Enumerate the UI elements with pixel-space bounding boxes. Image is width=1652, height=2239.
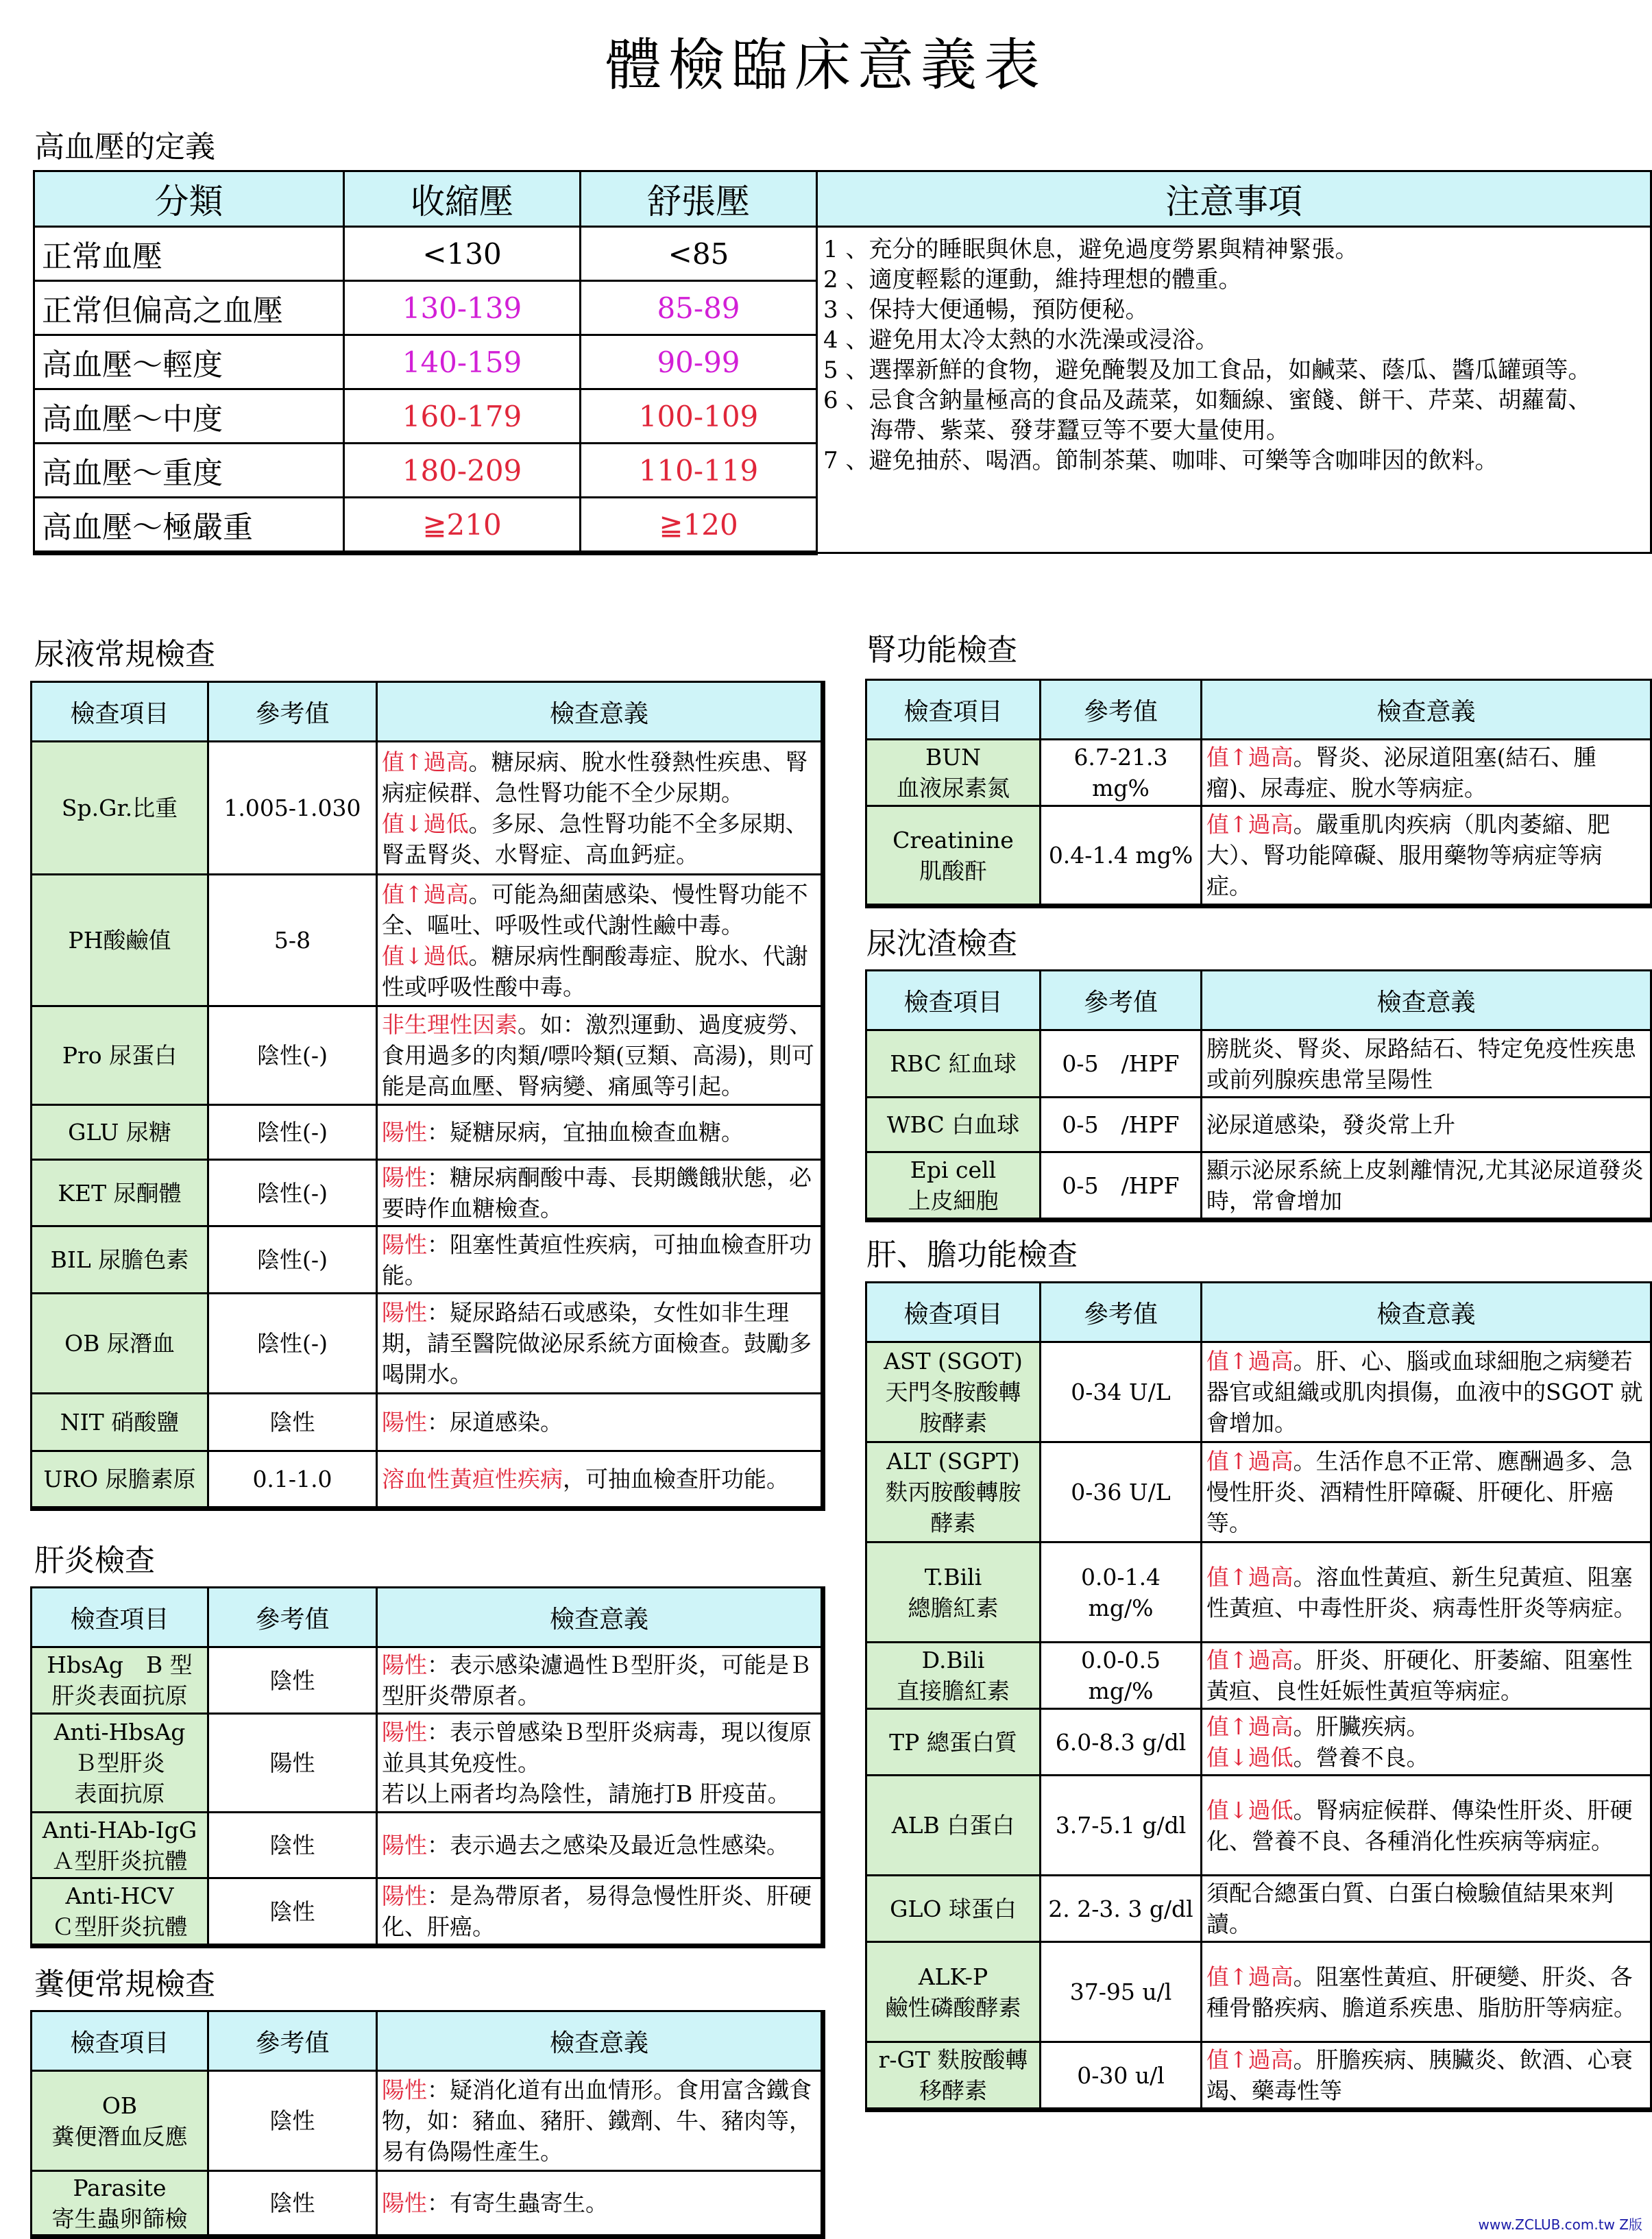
item-code: BUN: [925, 744, 981, 771]
item-code: ALT (SGPT): [886, 1448, 1020, 1475]
item-name: 移酵素: [919, 2077, 987, 2104]
bp-note: 6 、忌食含鈉量極高的食品及蔬菜，如麵線、蜜餞、餅干、芹菜、胡蘿蔔、: [823, 387, 1592, 414]
urine-item: Sp.Gr.比重: [32, 742, 208, 875]
hep-table: [30, 1586, 825, 1948]
urine-item: OB 尿潛血: [32, 1294, 208, 1394]
item-code: Anti-HbsAg: [53, 1719, 186, 1745]
item-code: Parasite: [73, 2174, 167, 2201]
item-name: Ａ型肝炎抗體: [51, 1847, 188, 1874]
table-row: [866, 740, 1651, 806]
hep-meaning: [377, 1878, 823, 1946]
meaning-text: ：疑尿路結石或感染，女性如非生理期，請至醫院做泌尿系統方面檢查。鼓勵多喝開水。: [382, 1299, 812, 1388]
table-row: [34, 227, 1651, 281]
liver-ref: 6.0-8.3 g/dl: [1041, 1709, 1202, 1776]
table-row: [866, 1152, 1651, 1220]
kidney-item: [866, 806, 1041, 906]
meaning-text: 。嚴重肌肉疾病（肌肉萎縮、肥大）、腎功能障礙、服用藥物等病症等病症。: [1206, 811, 1610, 899]
positive-label: 陽性: [382, 1164, 427, 1191]
stool-meaning: [377, 2071, 823, 2171]
bp-systolic: 160-179: [344, 389, 581, 444]
bp-diastolic: 100-109: [581, 389, 817, 444]
stool-header-ref: 參考值: [208, 2011, 377, 2071]
urine-item: GLU 尿糖: [32, 1105, 208, 1160]
liver-header-ref: 參考值: [1041, 1283, 1202, 1342]
urine-ref: 陰性(-): [208, 1006, 377, 1105]
liver-item: ALB 白蛋白: [866, 1776, 1041, 1876]
item-name: 天門冬胺酸轉: [885, 1379, 1021, 1405]
value-high-label: 值↑過高: [1206, 1963, 1293, 1990]
liver-ref: 0-34 U/L: [1041, 1342, 1202, 1442]
urine-item: NIT 硝酸鹽: [32, 1394, 208, 1451]
item-code: Anti-HAb-IgG: [42, 1816, 197, 1843]
table-row: [32, 1160, 823, 1226]
liver-ref: 0-30 u/l: [1041, 2042, 1202, 2110]
table-row: [32, 2171, 823, 2237]
bp-header-diastolic: 舒張壓: [581, 171, 817, 227]
sediment-section-title: 尿沈渣檢查: [866, 926, 1017, 961]
bp-systolic: ≧210: [344, 498, 581, 553]
bp-note: 2 、適度輕鬆的運動，維持理想的體重。: [823, 266, 1242, 293]
meaning-text: ：是為帶原者，易得急慢性肝炎、肝硬化、肝癌。: [382, 1883, 812, 1940]
liver-item: [866, 1442, 1041, 1542]
hep-item: [32, 1878, 208, 1946]
liver-ref: 37-95 u/l: [1041, 1942, 1202, 2042]
sediment-header-ref: 參考值: [1041, 971, 1202, 1030]
hep-ref: 陰性: [208, 1813, 377, 1878]
table-row: [32, 1451, 823, 1509]
meaning-text: ：有寄生蟲寄生。: [427, 2190, 608, 2216]
meaning-text: 。糖尿病、脫水性發熱性疾患、腎病症候群、急性腎功能不全少尿期。: [382, 748, 808, 806]
liver-table: [865, 1281, 1652, 2112]
value-high-label: 值↑過高: [1206, 1448, 1293, 1475]
kidney-header-meaning: 檢查意義: [1202, 680, 1651, 740]
stool-section-title: 糞便常規檢查: [34, 1967, 215, 2002]
stool-meaning: [377, 2171, 823, 2237]
meaning-text: 。多尿、急性腎功能不全多尿期、腎盂腎炎、水腎症、高血鈣症。: [382, 810, 808, 868]
urine-meaning: [377, 875, 823, 1006]
table-row: [32, 1006, 823, 1105]
bp-category: 高血壓～極嚴重: [34, 498, 344, 553]
urine-ref: 陰性: [208, 1394, 377, 1451]
item-name: 麩丙胺酸轉胺: [885, 1479, 1021, 1505]
meaning-text: 。腎病症候群、傳染性肝炎、肝硬化、營養不良、各種消化性疾病等病症。: [1206, 1796, 1633, 1854]
sediment-ref: 0-5 /HPF: [1041, 1152, 1202, 1220]
bp-systolic: 140-159: [344, 335, 581, 389]
urine-meaning: [377, 742, 823, 875]
table-row: [32, 1105, 823, 1160]
meaning-text: ：糖尿病酮酸中毒、長期饑餓狀態，必要時作血糖檢查。: [382, 1164, 812, 1222]
hep-header-ref: 參考值: [208, 1588, 377, 1647]
table-row: [32, 1714, 823, 1813]
table-row: [866, 1442, 1651, 1542]
kidney-section-title: 腎功能檢查: [866, 633, 1017, 668]
hep-item: [32, 1647, 208, 1714]
value-high-label: 值↑過高: [1206, 1563, 1293, 1590]
bp-category: 高血壓～重度: [34, 444, 344, 498]
positive-label: 溶血性黃疸性疾病: [382, 1466, 563, 1492]
liver-header-meaning: 檢查意義: [1202, 1283, 1651, 1342]
bp-systolic: <130: [344, 227, 581, 281]
value-high-label: 值↑過高: [1206, 744, 1293, 771]
item-name: 酵素: [930, 1510, 976, 1536]
meaning-text: 。肝、心、腦或血球細胞之病變若器官或組織或肌肉損傷，血液中的SGOT 就會增加。: [1206, 1348, 1643, 1436]
meaning-text: 。可能為細菌感染、慢性腎功能不全、嘔吐、呼吸性或代謝性鹼中毒。: [382, 880, 808, 939]
hep-meaning: [377, 1647, 823, 1714]
value-low-label: 值↓過低: [382, 810, 469, 837]
liver-meaning: [1202, 1442, 1651, 1542]
item-code: HbsAg B 型: [47, 1651, 193, 1678]
hep-meaning: [377, 1813, 823, 1878]
item-name: 寄生蟲卵篩檢: [51, 2205, 188, 2232]
sediment-header-item: 檢查項目: [866, 971, 1041, 1030]
meaning-text: 。生活作息不正常、應酬過多、急慢性肝炎、酒精性肝障礙、肝硬化、肝癌等。: [1206, 1448, 1633, 1536]
meaning-text: 。腎炎、泌尿道阻塞(結石、腫瘤)、尿毒症、脫水等病症。: [1206, 744, 1596, 801]
table-row: [32, 875, 823, 1006]
urine-ref: 陰性(-): [208, 1226, 377, 1294]
liver-item: [866, 1942, 1041, 2042]
item-name: Ｃ型肝炎抗體: [51, 1913, 188, 1940]
liver-ref: 0.0-0.5 mg/%: [1041, 1643, 1202, 1709]
table-row: [866, 1942, 1651, 2042]
liver-ref: 0-36 U/L: [1041, 1442, 1202, 1542]
kidney-header-ref: 參考值: [1041, 680, 1202, 740]
value-high-label: 值↑過高: [382, 748, 469, 775]
item-code: Anti-HCV: [65, 1883, 174, 1909]
liver-meaning: [1202, 1542, 1651, 1643]
value-low-label: 值↓過低: [1206, 1796, 1293, 1824]
liver-item: GLO 球蛋白: [866, 1876, 1041, 1942]
table-row: [32, 2071, 823, 2171]
liver-meaning: [1202, 2042, 1651, 2110]
table-row: [866, 1643, 1651, 1709]
item-code: OB: [101, 2092, 138, 2119]
meaning-text: ：表示曾感染Ｂ型肝炎病毒，現以復原並具其免疫性。: [382, 1719, 812, 1776]
urine-ref: 陰性(-): [208, 1105, 377, 1160]
urine-ref: 0.1-1.0: [208, 1451, 377, 1509]
bp-category: 正常血壓: [34, 227, 344, 281]
positive-label: 陽性: [382, 1231, 427, 1258]
positive-label: 非生理性因素: [382, 1011, 518, 1038]
table-row: [866, 1876, 1651, 1942]
urine-item: URO 尿膽素原: [32, 1451, 208, 1509]
positive-label: 陽性: [382, 1409, 427, 1436]
footer-watermark: www.ZCLUB.com.tw Z版: [1478, 2216, 1642, 2233]
value-high-label: 值↑過高: [1206, 1713, 1293, 1740]
bp-section-title: 高血壓的定義: [34, 130, 215, 165]
table-row: [32, 1878, 823, 1946]
positive-label: 陽性: [382, 2190, 427, 2216]
positive-label: 陽性: [382, 1832, 427, 1859]
positive-label: 陽性: [382, 1299, 427, 1326]
sediment-meaning: 泌尿道感染，發炎常上升: [1202, 1098, 1651, 1152]
sediment-item: WBC 白血球: [866, 1098, 1041, 1152]
stool-ref: 陰性: [208, 2071, 377, 2171]
kidney-ref: 6.7-21.3 mg%: [1041, 740, 1202, 806]
liver-meaning: [1202, 1776, 1651, 1876]
sediment-ref: 0-5 /HPF: [1041, 1098, 1202, 1152]
item-name: 鹼性磷酸酵素: [885, 1994, 1021, 2021]
liver-header-item: 檢查項目: [866, 1283, 1041, 1342]
liver-meaning: [1202, 1942, 1651, 2042]
table-row: [866, 1342, 1651, 1442]
item-name: 總膽紅素: [908, 1594, 999, 1621]
bp-header-systolic: 收縮壓: [344, 171, 581, 227]
item-code: ALK-P: [918, 1963, 988, 1990]
meaning-text: ：表示過去之感染及最近急性感染。: [427, 1832, 789, 1859]
sediment-meaning: 顯示泌尿系統上皮剝離情況,尤其泌尿道發炎時，常會增加: [1202, 1152, 1651, 1220]
kidney-meaning: [1202, 806, 1651, 906]
positive-label: 陽性: [382, 2077, 427, 2103]
urine-meaning: [377, 1451, 823, 1509]
meaning-text: ：疑消化道有出血情形。食用富含鐵食物，如：豬血、豬肝、鐵劑、牛、豬肉等，易有偽陽性產生。: [382, 2077, 812, 2165]
stool-item: [32, 2071, 208, 2171]
sediment-item: [866, 1152, 1041, 1220]
table-row: [32, 1226, 823, 1294]
urine-item: BIL 尿膽色素: [32, 1226, 208, 1294]
kidney-item: [866, 740, 1041, 806]
kidney-ref: 0.4-1.4 mg%: [1041, 806, 1202, 906]
bp-note: 3 、保持大便通暢，預防便秘。: [823, 296, 1149, 324]
stool-header-meaning: 檢查意義: [377, 2011, 823, 2071]
meaning-text: 。肝膽疾病、胰臟炎、飲酒、心衰竭、藥毒性等: [1206, 2046, 1633, 2104]
table-row: [866, 1542, 1651, 1643]
bp-note: 7 、避免抽菸、喝酒。節制茶葉、咖啡、可樂等含咖啡因的飲料。: [823, 447, 1498, 474]
value-low-label: 值↓過低: [382, 942, 469, 969]
urine-meaning: [377, 1294, 823, 1394]
sediment-item: RBC 紅血球: [866, 1030, 1041, 1098]
urine-meaning: [377, 1160, 823, 1226]
positive-label: 陽性: [382, 1719, 427, 1745]
urine-section-title: 尿液常規檢查: [34, 637, 215, 672]
bp-diastolic: 85-89: [581, 281, 817, 335]
table-row: [32, 1647, 823, 1714]
hep-header-meaning: 檢查意義: [377, 1588, 823, 1647]
item-code: Creatinine: [892, 826, 1014, 854]
urine-meaning: [377, 1105, 823, 1160]
bp-systolic: 130-139: [344, 281, 581, 335]
item-code: D.Bili: [921, 1647, 985, 1673]
hep-ref: 陰性: [208, 1647, 377, 1714]
urine-item: KET 尿酮體: [32, 1160, 208, 1226]
sediment-table: [865, 969, 1652, 1222]
liver-meaning: [1202, 1643, 1651, 1709]
bp-note: 4 、避免用太冷太熱的水洗澡或浸浴。: [823, 326, 1219, 354]
urine-header-ref: 參考值: [208, 682, 377, 742]
urine-header-item: 檢查項目: [32, 682, 208, 742]
liver-item: [866, 1643, 1041, 1709]
meaning-text: 。溶血性黃疸、新生兒黃疸、阻塞性黃疸、中毒性肝炎、病毒性肝炎等病症。: [1206, 1563, 1636, 1621]
table-row: [866, 806, 1651, 906]
stool-item: [32, 2171, 208, 2237]
kidney-meaning: [1202, 740, 1651, 806]
liver-meaning: [1202, 1342, 1651, 1442]
bp-category: 高血壓～輕度: [34, 335, 344, 389]
hep-item: [32, 1714, 208, 1813]
hep-item: [32, 1813, 208, 1878]
urine-table: [30, 681, 825, 1511]
urine-ref: 5-8: [208, 875, 377, 1006]
kidney-table: [865, 679, 1652, 908]
value-high-label: 值↑過高: [1206, 2046, 1293, 2073]
meaning-text: 。阻塞性黃疸、肝硬變、肝炎、各種骨骼疾病、膽道系疾患、脂肪肝等病症。: [1206, 1963, 1636, 2021]
kidney-header-item: 檢查項目: [866, 680, 1041, 740]
bp-table: [33, 170, 1652, 555]
bp-diastolic: 90-99: [581, 335, 817, 389]
stool-header-item: 檢查項目: [32, 2011, 208, 2071]
urine-item: Pro 尿蛋白: [32, 1006, 208, 1105]
item-code: AST (SGOT): [884, 1348, 1023, 1375]
meaning-text: ：尿道感染。: [427, 1409, 563, 1436]
bp-header-category: 分類: [34, 171, 344, 227]
table-row: [32, 1813, 823, 1878]
bp-note: 1 、充分的睡眠與休息，避免過度勞累與精神緊張。: [823, 236, 1359, 263]
hep-ref: 陽性: [208, 1714, 377, 1813]
table-row: [866, 1098, 1651, 1152]
meaning-text: 。肝炎、肝硬化、肝萎縮、阻塞性黃疸、良性妊娠性黃疸等病症。: [1206, 1647, 1633, 1704]
bp-systolic: 180-209: [344, 444, 581, 498]
meaning-text: 。如：激烈運動、過度疲勞、食用過多的肉類/嘌呤類(豆類、高湯)，則可能是高血壓、腎病變、痛風等引起。: [382, 1011, 814, 1100]
sediment-ref: 0-5 /HPF: [1041, 1030, 1202, 1098]
item-name: 直接膽紅素: [897, 1678, 1010, 1704]
urine-meaning: [377, 1006, 823, 1105]
meaning-text: ：阻塞性黃疸性疾病，可抽血檢查肝功能。: [382, 1231, 812, 1289]
urine-ref: 陰性(-): [208, 1160, 377, 1226]
stool-table: [30, 2010, 825, 2239]
item-name: Ｂ型肝炎: [74, 1750, 165, 1776]
meaning-text: 。糖尿病性酮酸毒症、脫水、代謝性或呼吸性酸中毒。: [382, 942, 808, 1000]
item-code: r-GT 麩胺酸轉: [878, 2046, 1028, 2073]
bp-diastolic: 110-119: [581, 444, 817, 498]
table-row: [866, 1030, 1651, 1098]
liver-item: [866, 2042, 1041, 2110]
liver-ref: 0.0-1.4 mg/%: [1041, 1542, 1202, 1643]
bp-category: 正常但偏高之血壓: [34, 281, 344, 335]
item-name: 肌酸酐: [919, 857, 987, 884]
bp-notes: [817, 227, 1651, 553]
bp-diastolic: <85: [581, 227, 817, 281]
value-high-label: 值↑過高: [1206, 811, 1293, 838]
bp-header-notes: 注意事項: [817, 171, 1651, 227]
meaning-text: 。營養不良。: [1293, 1744, 1429, 1771]
liver-item: [866, 1542, 1041, 1643]
table-row: [866, 1709, 1651, 1776]
table-row: [32, 1294, 823, 1394]
item-code: Epi cell: [910, 1157, 997, 1183]
value-low-label: 值↓過低: [1206, 1744, 1293, 1771]
bp-note: 海帶、紫菜、發芽蠶豆等不要大量使用。: [823, 417, 1289, 444]
liver-meaning: 須配合總蛋白質、白蛋白檢驗值結果來判讀。: [1202, 1876, 1651, 1942]
value-high-label: 值↑過高: [1206, 1348, 1293, 1375]
liver-item: TP 總蛋白質: [866, 1709, 1041, 1776]
positive-label: 陽性: [382, 1883, 427, 1909]
meaning-text: ，可抽血檢查肝功能。: [563, 1466, 789, 1492]
table-row: [866, 1776, 1651, 1876]
hep-header-item: 檢查項目: [32, 1588, 208, 1647]
hep-meaning: [377, 1714, 823, 1813]
urine-header-meaning: 檢查意義: [377, 682, 823, 742]
bp-diastolic: ≧120: [581, 498, 817, 553]
value-high-label: 值↑過高: [1206, 1647, 1293, 1673]
table-row: [32, 742, 823, 875]
liver-item: [866, 1342, 1041, 1442]
table-row: [866, 2042, 1651, 2110]
meaning-text: ：疑糖尿病，宜抽血檢查血糖。: [427, 1119, 744, 1146]
item-name: 血液尿素氮: [897, 775, 1010, 801]
stool-ref: 陰性: [208, 2171, 377, 2237]
page-title: 體檢臨床意義表: [605, 33, 1047, 98]
table-row: [32, 1394, 823, 1451]
liver-ref: 3.7-5.1 g/dl: [1041, 1776, 1202, 1876]
hep-section-title: 肝炎檢查: [34, 1543, 155, 1578]
urine-ref: 陰性(-): [208, 1294, 377, 1394]
sediment-meaning: 膀胱炎、腎炎、尿路結石、特定免疫性疾患或前列腺疾患常呈陽性: [1202, 1030, 1651, 1098]
item-name: 肝炎表面抗原: [51, 1682, 188, 1709]
bp-category: 高血壓～中度: [34, 389, 344, 444]
meaning-note: 若以上兩者均為陰性，請施打B 肝疫苗。: [382, 1780, 790, 1807]
sediment-header-meaning: 檢查意義: [1202, 971, 1651, 1030]
liver-section-title: 肝、膽功能檢查: [866, 1237, 1078, 1272]
urine-ref: 1.005-1.030: [208, 742, 377, 875]
item-name: 胺酵素: [919, 1409, 987, 1436]
item-name: 糞便潛血反應: [51, 2122, 188, 2150]
bp-note: 5 、選擇新鮮的食物，避免醃製及加工食品，如鹹菜、蔭瓜、醬瓜罐頭等。: [823, 356, 1592, 384]
item-name: 上皮細胞: [908, 1187, 999, 1214]
liver-ref: 2. 2-3. 3 g/dl: [1041, 1876, 1202, 1942]
hep-ref: 陰性: [208, 1878, 377, 1946]
value-high-label: 值↑過高: [382, 880, 469, 908]
liver-meaning: [1202, 1709, 1651, 1776]
item-code: T.Bili: [924, 1563, 982, 1590]
positive-label: 陽性: [382, 1651, 427, 1678]
meaning-text: 。肝臟疾病。: [1293, 1713, 1429, 1740]
positive-label: 陽性: [382, 1119, 427, 1146]
urine-meaning: [377, 1394, 823, 1451]
urine-meaning: [377, 1226, 823, 1294]
item-name: 表面抗原: [74, 1780, 165, 1807]
urine-item: PH酸鹼值: [32, 875, 208, 1006]
meaning-text: ：表示感染濾過性Ｂ型肝炎，可能是Ｂ型肝炎帶原者。: [382, 1651, 812, 1709]
